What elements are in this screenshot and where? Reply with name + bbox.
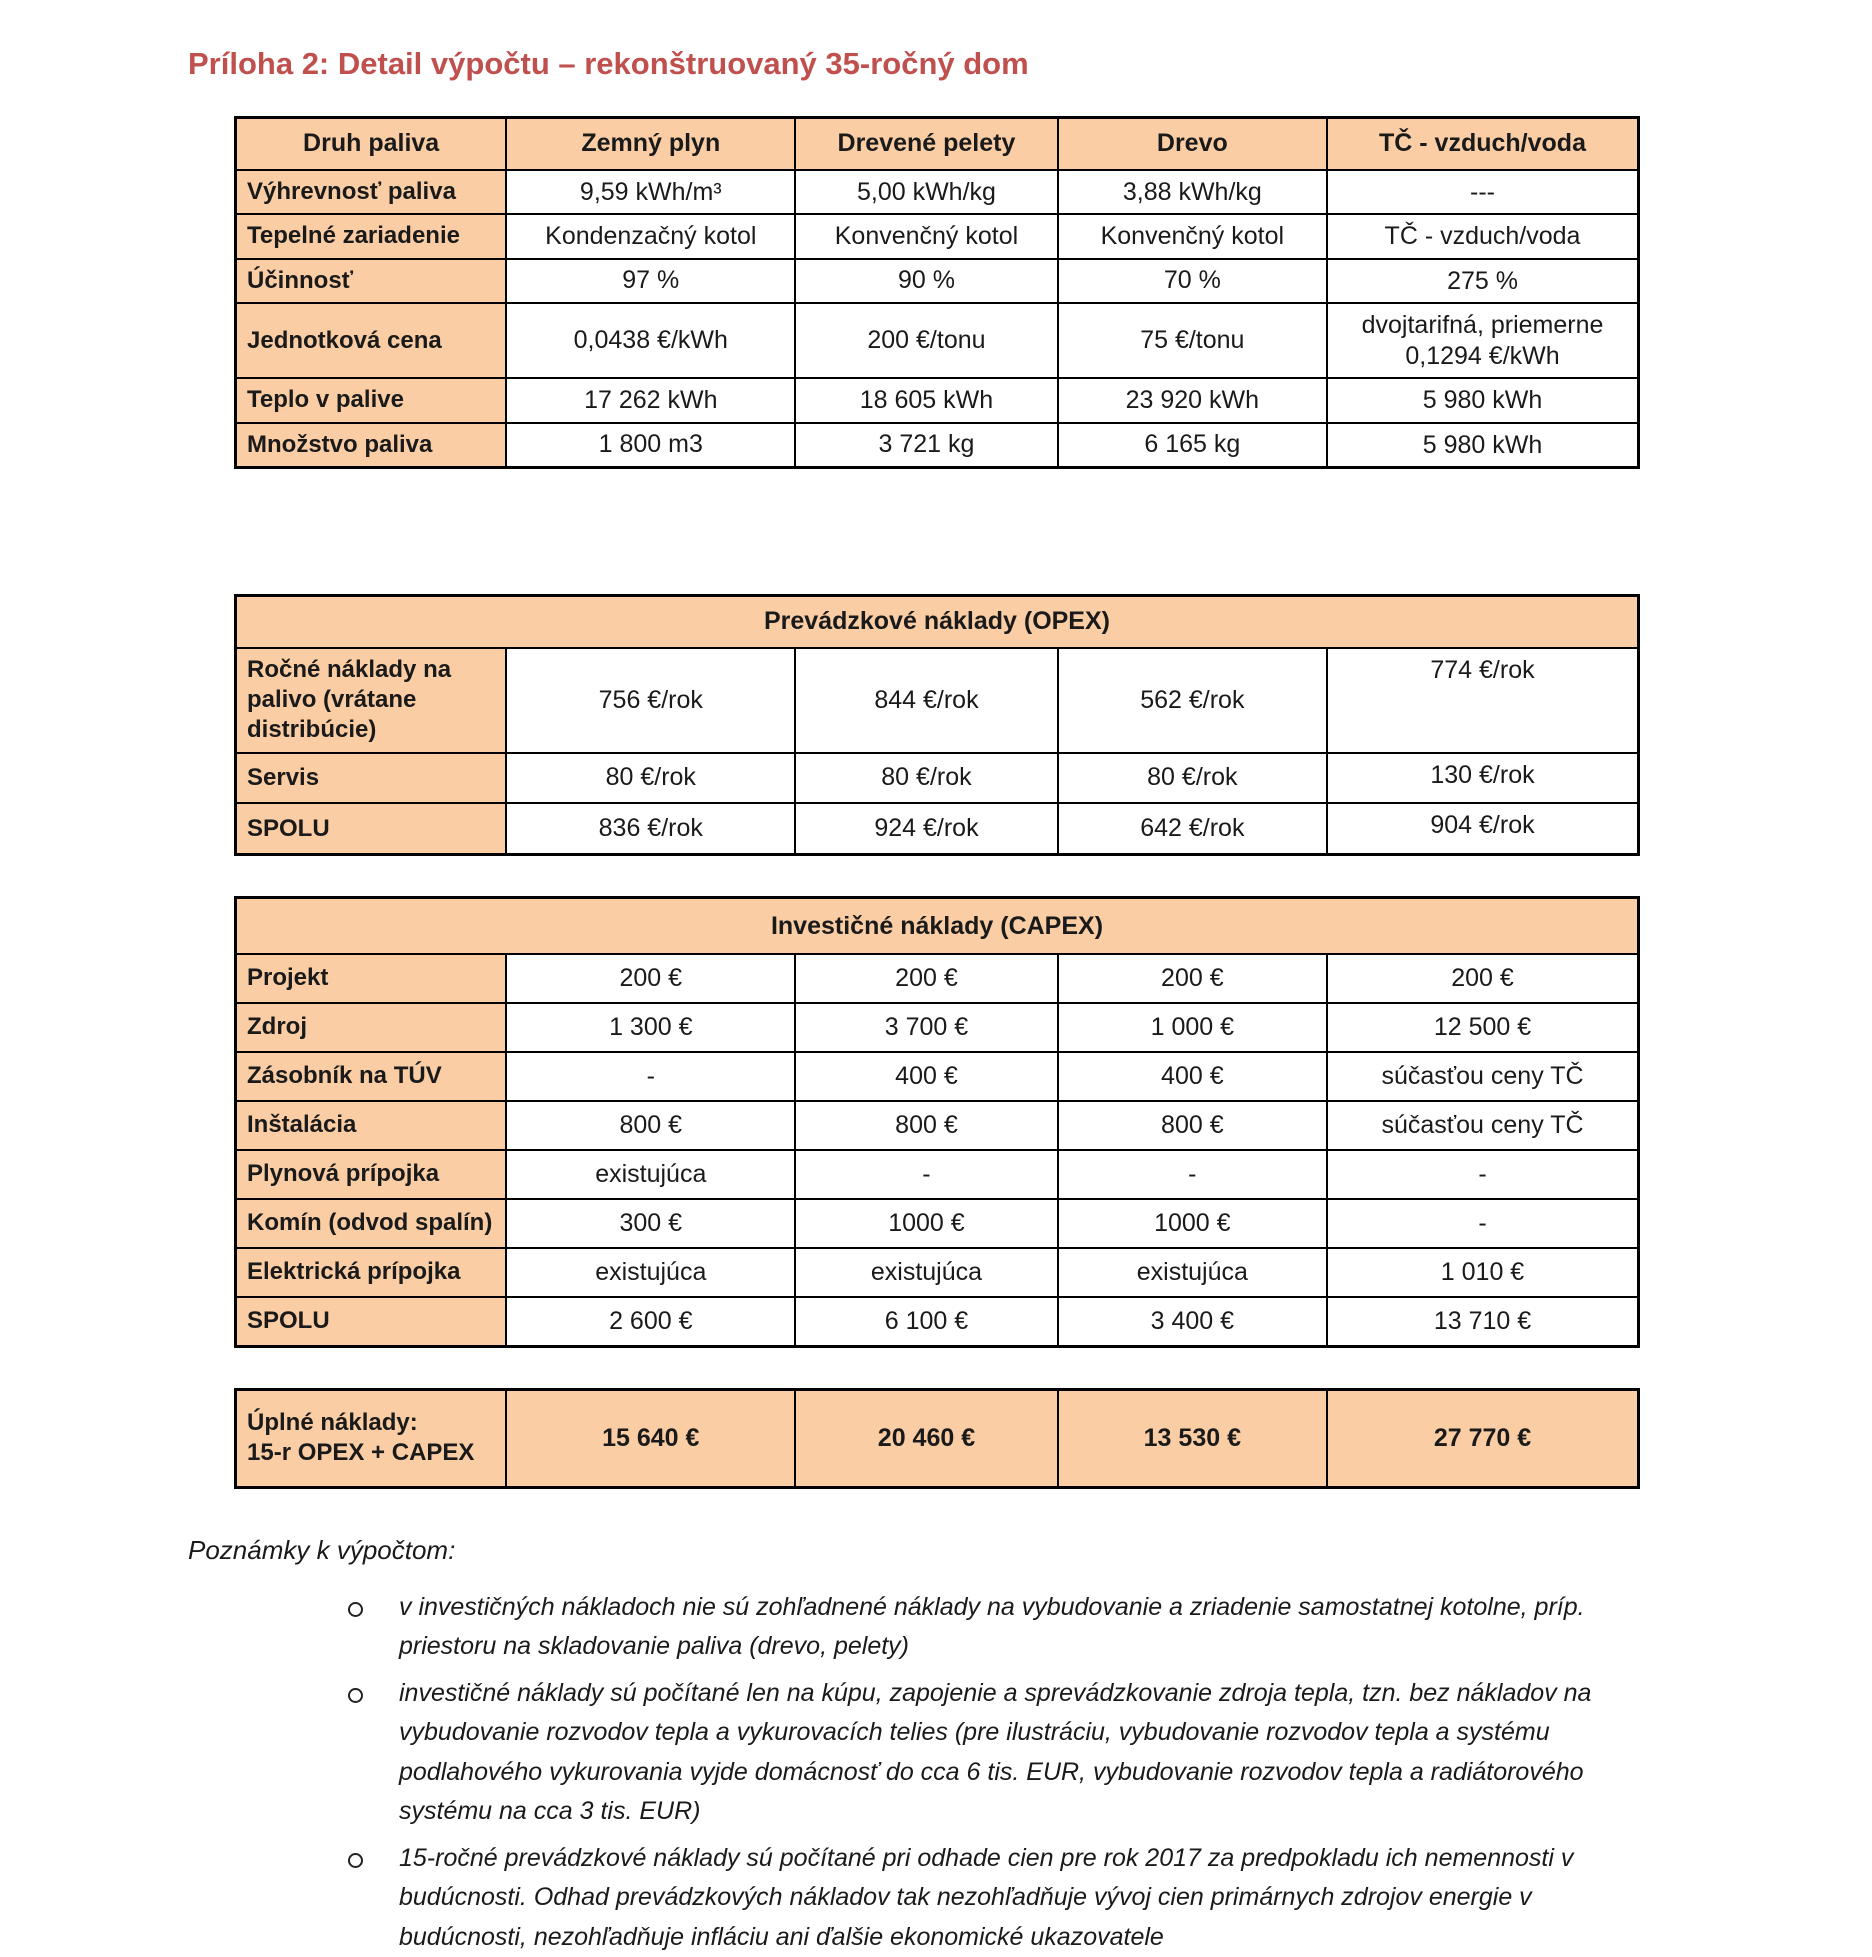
fuel-table <box>234 116 1640 469</box>
table-title: Prevádzkové náklady (OPEX) <box>236 595 1639 648</box>
column-header: Druh paliva <box>236 118 507 171</box>
total-label-line1: Úplné náklady: <box>247 1409 418 1437</box>
table-row <box>236 303 1639 379</box>
table-row <box>236 423 1639 468</box>
note-text: investičné náklady sú počítané len na kúpu, zapojenie a sprevádzkovanie zdroja tepla, tzn. bez nákladov na vybudovanie rozvodov tepla a vykurovacích telies (pre ilustráciu, vybudovanie rozvodov tepla a systému podlahového vykurovania vyjde domácnosť do cca 6 tis. EUR, vybudovanie rozvodov tepla a radiátorového systému na cca 3 tis. EUR) <box>399 1678 1592 1826</box>
cell: 90 % <box>795 259 1057 303</box>
circle-bullet-icon <box>348 1688 363 1703</box>
cell: 200 € <box>795 954 1057 1003</box>
cell: 200 €/tonu <box>795 303 1057 379</box>
table-title-row <box>236 898 1639 955</box>
cell: existujúca <box>506 1150 795 1199</box>
cell: 1 800 m3 <box>506 423 795 468</box>
table-row <box>236 954 1639 1003</box>
total-row-label <box>236 1389 507 1487</box>
capex-table <box>234 896 1640 1348</box>
cell: existujúca <box>506 1248 795 1297</box>
cell: - <box>795 1150 1057 1199</box>
cell: 844 €/rok <box>795 648 1057 753</box>
notes-heading: Poznámky k výpočtom: <box>188 1534 456 1565</box>
cell: súčasťou ceny TČ <box>1327 1101 1638 1150</box>
cell: existujúca <box>1058 1248 1327 1297</box>
row-label: SPOLU <box>236 1297 507 1346</box>
cell: --- <box>1327 170 1638 214</box>
cell: - <box>1327 1150 1638 1199</box>
note-text: 15-ročné prevádzkové náklady sú počítané pri odhade cien pre rok 2017 za predpokladu ich nemennosti v budúcnosti. Odhad prevádzkových nákladov tak nezohľadňuje vývoj cien primárnych zdrojov energie v budúcnosti, nezohľadňuje infláciu ani ďalšie ekonomické ukazovatele <box>399 1843 1574 1951</box>
table-header-row <box>236 118 1639 171</box>
row-label: SPOLU <box>236 803 507 855</box>
cell: 1 010 € <box>1327 1248 1638 1297</box>
cell: 200 € <box>506 954 795 1003</box>
cell: 3 700 € <box>795 1003 1057 1052</box>
table-row <box>236 1003 1639 1052</box>
row-label: Komín (odvod spalín) <box>236 1199 507 1248</box>
cell: 924 €/rok <box>795 803 1057 855</box>
note-item <box>348 1839 1648 1957</box>
row-label: Elektrická prípojka <box>236 1248 507 1297</box>
notes-section <box>188 1535 1648 1957</box>
cell: 400 € <box>795 1052 1057 1101</box>
cell: 756 €/rok <box>506 648 795 753</box>
cell: 1 000 € <box>1058 1003 1327 1052</box>
circle-bullet-icon <box>348 1853 363 1868</box>
total-cell-gas: 15 640 € <box>506 1389 795 1487</box>
table-row <box>236 1297 1639 1346</box>
cell: 200 € <box>1327 954 1638 1003</box>
row-label: Projekt <box>236 954 507 1003</box>
cell: 1 300 € <box>506 1003 795 1052</box>
cell: 642 €/rok <box>1058 803 1327 855</box>
cell: dvojtarifná, priemerne 0,1294 €/kWh <box>1327 303 1638 379</box>
table-title-row <box>236 595 1639 648</box>
page-title: Príloha 2: Detail výpočtu – rekonštruovaný 35-ročný dom <box>188 46 1029 81</box>
cell: 904 €/rok <box>1327 803 1638 855</box>
table-row <box>236 753 1639 803</box>
cell: 70 % <box>1058 259 1327 303</box>
cell: 75 €/tonu <box>1058 303 1327 379</box>
cell: - <box>506 1052 795 1101</box>
cell: - <box>1058 1150 1327 1199</box>
circle-bullet-icon <box>348 1602 363 1617</box>
cell: súčasťou ceny TČ <box>1327 1052 1638 1101</box>
cell: 6 100 € <box>795 1297 1057 1346</box>
cell: 3,88 kWh/kg <box>1058 170 1327 214</box>
cell: 5 980 kWh <box>1327 423 1638 468</box>
cell: 2 600 € <box>506 1297 795 1346</box>
table-row <box>236 170 1639 214</box>
column-header: Zemný plyn <box>506 118 795 171</box>
cell: 23 920 kWh <box>1058 378 1327 422</box>
cell: 3 721 kg <box>795 423 1057 468</box>
note-text: v investičných nákladoch nie sú zohľadnené náklady na vybudovanie a zriadenie samostatnej kotolne, príp. priestoru na skladovanie paliva (drevo, pelety) <box>399 1592 1585 1661</box>
total-cell-wood: 13 530 € <box>1058 1389 1327 1487</box>
row-label: Servis <box>236 753 507 803</box>
cell: 200 € <box>1058 954 1327 1003</box>
cell: 12 500 € <box>1327 1003 1638 1052</box>
cell: 13 710 € <box>1327 1297 1638 1346</box>
cell: 300 € <box>506 1199 795 1248</box>
cell: 774 €/rok <box>1327 648 1638 753</box>
cell: 1000 € <box>1058 1199 1327 1248</box>
table-row <box>236 803 1639 855</box>
row-label: Množstvo paliva <box>236 423 507 468</box>
cell: 275 % <box>1327 259 1638 303</box>
document-page <box>0 46 1872 1951</box>
column-header: TČ - vzduch/voda <box>1327 118 1638 171</box>
cell: 80 €/rok <box>795 753 1057 803</box>
cell: 80 €/rok <box>506 753 795 803</box>
table-title: Investičné náklady (CAPEX) <box>236 898 1639 955</box>
cell: 800 € <box>1058 1101 1327 1150</box>
table-row <box>236 214 1639 258</box>
column-header: Drevo <box>1058 118 1327 171</box>
note-item <box>348 1588 1648 1667</box>
cell: 0,0438 €/kWh <box>506 303 795 379</box>
table-row <box>236 1101 1639 1150</box>
cell: 800 € <box>795 1101 1057 1150</box>
total-table <box>234 1388 1640 1489</box>
cell: 400 € <box>1058 1052 1327 1101</box>
table-row <box>236 1150 1639 1199</box>
cell: Konvenčný kotol <box>795 214 1057 258</box>
cell: Konvenčný kotol <box>1058 214 1327 258</box>
row-label: Zdroj <box>236 1003 507 1052</box>
cell: 836 €/rok <box>506 803 795 855</box>
total-row <box>236 1389 1639 1487</box>
row-label: Plynová prípojka <box>236 1150 507 1199</box>
row-label: Účinnosť <box>236 259 507 303</box>
cell: - <box>1327 1199 1638 1248</box>
row-label: Zásobník na TÚV <box>236 1052 507 1101</box>
cell: 97 % <box>506 259 795 303</box>
cell: existujúca <box>795 1248 1057 1297</box>
table-row <box>236 1248 1639 1297</box>
table-row <box>236 648 1639 753</box>
cell: 130 €/rok <box>1327 753 1638 803</box>
total-label-line2: 15-r OPEX + CAPEX <box>247 1439 475 1467</box>
cell: 5,00 kWh/kg <box>795 170 1057 214</box>
row-label: Teplo v palive <box>236 378 507 422</box>
row-label: Inštalácia <box>236 1101 507 1150</box>
column-header: Drevené pelety <box>795 118 1057 171</box>
cell: 1000 € <box>795 1199 1057 1248</box>
cell: TČ - vzduch/voda <box>1327 214 1638 258</box>
row-label: Ročné náklady na palivo (vrátane distribúcie) <box>236 648 507 753</box>
table-row <box>236 259 1639 303</box>
row-label: Jednotková cena <box>236 303 507 379</box>
total-cell-heatpump: 27 770 € <box>1327 1389 1638 1487</box>
cell: 80 €/rok <box>1058 753 1327 803</box>
total-cell-pellets: 20 460 € <box>795 1389 1057 1487</box>
table-row <box>236 1052 1639 1101</box>
cell: 18 605 kWh <box>795 378 1057 422</box>
row-label: Výhrevnosť paliva <box>236 170 507 214</box>
cell: 17 262 kWh <box>506 378 795 422</box>
row-label: Tepelné zariadenie <box>236 214 507 258</box>
opex-table <box>234 594 1640 857</box>
cell: 3 400 € <box>1058 1297 1327 1346</box>
cell: 5 980 kWh <box>1327 378 1638 422</box>
table-row <box>236 378 1639 422</box>
cell: 800 € <box>506 1101 795 1150</box>
note-item <box>348 1674 1648 1832</box>
cell: 9,59 kWh/m³ <box>506 170 795 214</box>
cell: 6 165 kg <box>1058 423 1327 468</box>
table-row <box>236 1199 1639 1248</box>
cell: 562 €/rok <box>1058 648 1327 753</box>
cell: Kondenzačný kotol <box>506 214 795 258</box>
